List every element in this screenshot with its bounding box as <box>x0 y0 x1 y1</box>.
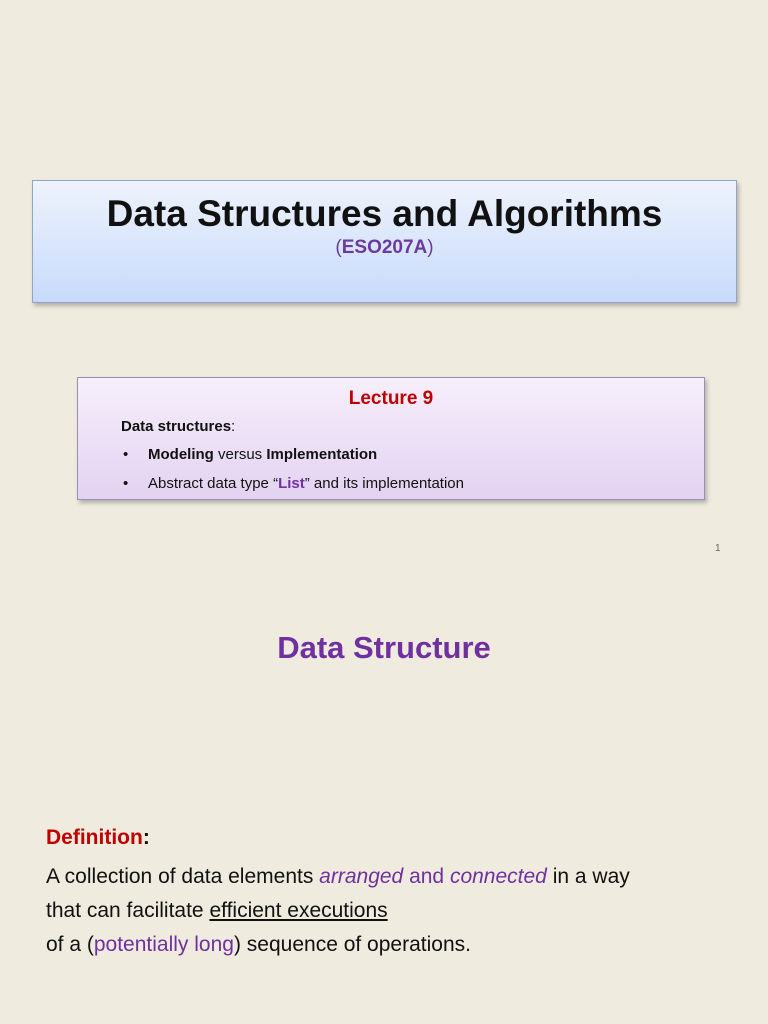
definition-label <box>46 826 150 850</box>
lecture-subtitle-bold: Data structures <box>121 418 232 435</box>
lecture-heading: Lecture 9 <box>348 388 434 409</box>
line2-a: that can facilitate <box>46 899 210 922</box>
bullet-icon: • <box>123 446 129 463</box>
bullet2-part2: List <box>278 475 305 492</box>
course-code-close-paren: ) <box>427 237 434 258</box>
definition-line-2 <box>46 894 630 928</box>
slide2-title: Data Structure <box>277 630 491 665</box>
line2-efficient: efficient executions <box>209 899 388 922</box>
definition-word: Definition <box>46 826 143 849</box>
line1-and: and <box>403 865 450 888</box>
line3-potentially-long: potentially long <box>93 933 234 956</box>
lecture-subtitle-colon: : <box>231 418 236 435</box>
lecture-bullet-2 <box>121 474 464 503</box>
line3-a: of a ( <box>46 933 94 956</box>
bullet2-part3: ” and its implementation <box>304 475 464 492</box>
definition-colon: : <box>142 826 150 849</box>
lecture-box <box>77 377 705 500</box>
bullet-icon: • <box>123 475 129 492</box>
bullet1-part2: versus <box>213 446 267 463</box>
lecture-bullet-1 <box>121 445 464 474</box>
line1-a: A collection of data elements <box>46 865 320 888</box>
line1-arranged: arranged <box>319 865 404 888</box>
course-code-open-paren: ( <box>335 237 342 258</box>
page-number: 1 <box>715 543 721 554</box>
lecture-bullet-list <box>121 445 464 503</box>
bullet1-part1: Modeling <box>148 446 214 463</box>
bullet2-part1: Abstract data type “ <box>148 475 279 492</box>
definition-text <box>46 860 630 962</box>
course-title: Data Structures and Algorithms <box>106 193 663 234</box>
definition-line-3 <box>46 928 630 962</box>
line1-e: in a way <box>546 865 630 888</box>
line1-connected: connected <box>449 865 547 888</box>
course-code-line <box>33 237 736 259</box>
bullet1-part3: Implementation <box>266 446 378 463</box>
lecture-subtitle <box>121 418 235 435</box>
course-code: ESO207A <box>341 237 428 258</box>
line3-c: ) sequence of operations. <box>233 933 471 956</box>
definition-line-1 <box>46 860 630 894</box>
title-box <box>32 180 737 303</box>
